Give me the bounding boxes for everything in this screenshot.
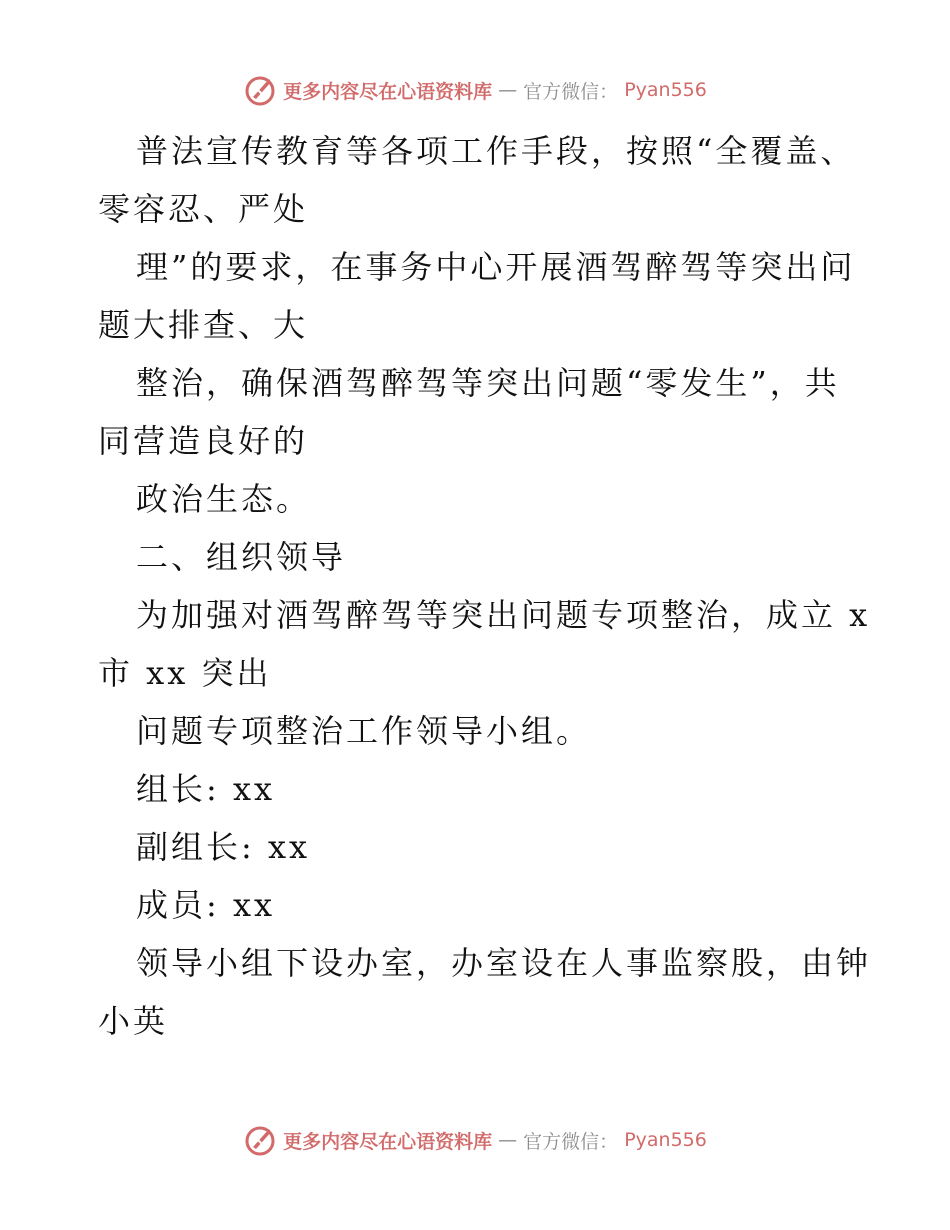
paragraph-line: 理”的要求，在事务中心开展酒驾醉驾等突出问: [136, 248, 856, 286]
quill-logo-icon: [243, 1123, 277, 1157]
paragraph-line: 问题专项整治工作领导小组。: [136, 712, 592, 750]
footer-watermark: [0, 1120, 950, 1160]
paragraph-line: 零容忍、严处: [98, 190, 309, 228]
header-watermark: [0, 70, 950, 110]
paragraph-line: 整治，确保酒驾醉驾等突出问题“零发生”，共: [136, 364, 840, 402]
paragraph-line: 市 xx 突出: [98, 654, 272, 692]
paragraph-line: 普法宣传教育等各项工作手段，按照“全覆盖、: [136, 132, 856, 170]
watermark-dash: —: [498, 1129, 518, 1151]
paragraph-line: 小英: [98, 1002, 169, 1040]
leader-line: 组长: xx: [136, 770, 276, 808]
paragraph-line: 同营造良好的: [98, 422, 309, 460]
paragraph-line: 为加强对酒驾醉驾等突出问题专项整治，成立 x: [136, 596, 871, 634]
watermark-account: Pyan556: [624, 1129, 707, 1151]
paragraph-line: 领导小组下设办室，办室设在人事监察股，由钟: [136, 944, 872, 982]
deputy-leader-line: 副组长: xx: [136, 828, 311, 866]
watermark-main-text: 更多内容尽在心语资料库: [283, 1130, 493, 1153]
quill-logo-icon: [243, 73, 277, 107]
paragraph-line: 政治生态。: [136, 480, 312, 518]
watermark-label: 官方微信：: [523, 1130, 619, 1153]
members-line: 成员: xx: [136, 886, 276, 924]
watermark-account: Pyan556: [624, 79, 707, 101]
section-heading: 二、组织领导: [136, 538, 347, 576]
paragraph-line: 题大排查、大: [98, 306, 309, 344]
watermark-main-text: 更多内容尽在心语资料库: [283, 80, 493, 103]
document-body: [98, 122, 872, 1050]
watermark-dash: —: [498, 79, 518, 101]
watermark-label: 官方微信：: [523, 80, 619, 103]
